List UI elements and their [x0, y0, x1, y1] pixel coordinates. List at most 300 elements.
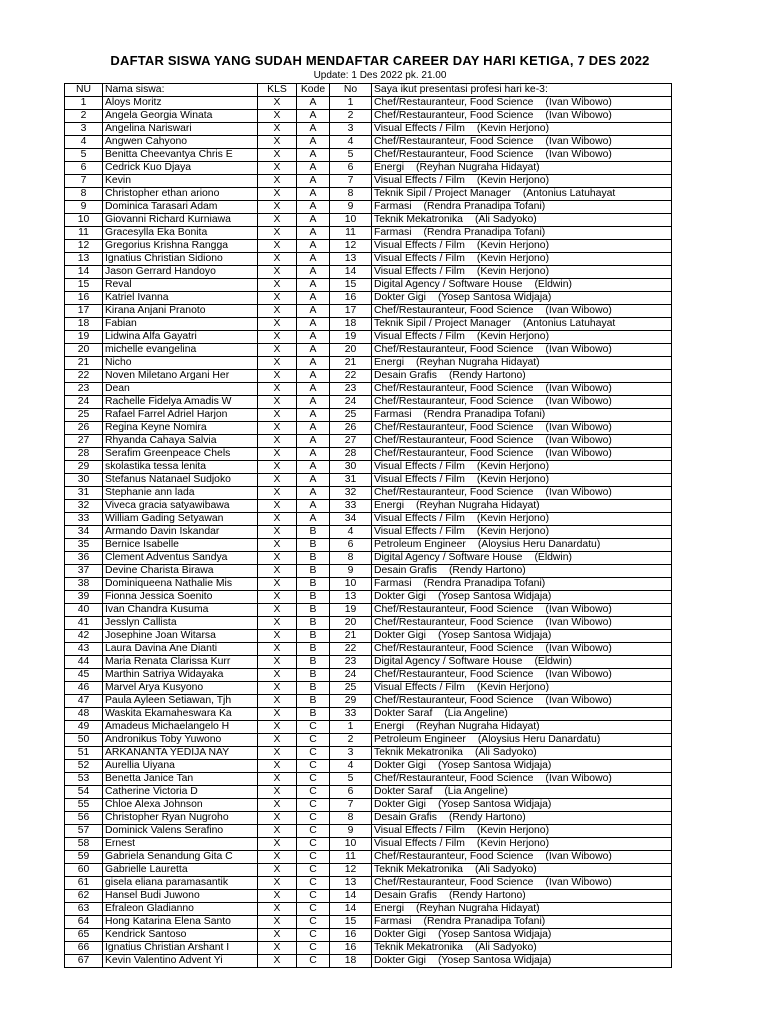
row-number: 55 — [65, 799, 103, 812]
row-number: 39 — [65, 591, 103, 604]
student-number: 34 — [330, 513, 372, 526]
profession: Visual Effects / Film — [374, 825, 465, 836]
row-number: 15 — [65, 279, 103, 292]
profession: Farmasi — [374, 227, 412, 238]
class-code: A — [297, 123, 330, 136]
session-choice — [372, 110, 672, 123]
session-choice — [372, 136, 672, 149]
student-number: 32 — [330, 487, 372, 500]
class-code: B — [297, 669, 330, 682]
student-name: Dominick Valens Serafino — [103, 825, 258, 838]
student-name: Ivan Chandra Kusuma — [103, 604, 258, 617]
class-level: X — [258, 409, 297, 422]
student-number: 25 — [330, 682, 372, 695]
table-row — [65, 786, 672, 799]
student-number: 23 — [330, 383, 372, 396]
session-choice — [372, 474, 672, 487]
row-number: 1 — [65, 97, 103, 110]
student-name: Rachelle Fidelya Amadis W — [103, 396, 258, 409]
student-name: Josephine Joan Witarsa — [103, 630, 258, 643]
student-number: 10 — [330, 578, 372, 591]
student-number: 4 — [330, 526, 372, 539]
table-row — [65, 253, 672, 266]
class-code: A — [297, 149, 330, 162]
profession: Chef/Restauranteur, Food Science — [374, 396, 534, 407]
table-row — [65, 357, 672, 370]
student-number: 8 — [330, 812, 372, 825]
row-number: 44 — [65, 656, 103, 669]
profession: Chef/Restauranteur, Food Science — [374, 344, 534, 355]
profession: Teknik Mekatronika — [374, 214, 463, 225]
student-number: 20 — [330, 344, 372, 357]
row-number: 66 — [65, 942, 103, 955]
class-level: X — [258, 656, 297, 669]
table-row — [65, 175, 672, 188]
row-number: 41 — [65, 617, 103, 630]
table-row — [65, 630, 672, 643]
student-name: Devine Charista Birawa — [103, 565, 258, 578]
profession: Desain Grafis — [374, 565, 437, 576]
row-number: 59 — [65, 851, 103, 864]
student-name: Angwen Cahyono — [103, 136, 258, 149]
table-row — [65, 409, 672, 422]
class-code: C — [297, 825, 330, 838]
class-code: B — [297, 604, 330, 617]
table-row — [65, 149, 672, 162]
profession: Chef/Restauranteur, Food Science — [374, 448, 534, 459]
row-number: 29 — [65, 461, 103, 474]
profession: Farmasi — [374, 409, 412, 420]
student-number: 16 — [330, 942, 372, 955]
profession: Chef/Restauranteur, Food Science — [374, 435, 534, 446]
row-number: 22 — [65, 370, 103, 383]
row-number: 53 — [65, 773, 103, 786]
row-number: 63 — [65, 903, 103, 916]
class-level: X — [258, 188, 297, 201]
profession: Chef/Restauranteur, Food Science — [374, 617, 534, 628]
speaker: (Ivan Wibowo) — [545, 110, 612, 121]
row-number: 10 — [65, 214, 103, 227]
session-choice — [372, 149, 672, 162]
session-choice — [372, 513, 672, 526]
row-number: 38 — [65, 578, 103, 591]
session-choice — [372, 760, 672, 773]
profession: Chef/Restauranteur, Food Science — [374, 422, 534, 433]
profession: Chef/Restauranteur, Food Science — [374, 97, 534, 108]
profession: Visual Effects / Film — [374, 513, 465, 524]
row-number: 37 — [65, 565, 103, 578]
student-name: Ernest — [103, 838, 258, 851]
class-code: A — [297, 253, 330, 266]
session-choice — [372, 591, 672, 604]
profession: Energi — [374, 357, 405, 368]
session-choice — [372, 786, 672, 799]
session-choice — [372, 162, 672, 175]
speaker: (Rendra Pranadipa Tofani) — [423, 227, 546, 238]
student-name: Benitta Cheevantya Chris E — [103, 149, 258, 162]
session-choice — [372, 864, 672, 877]
class-code: B — [297, 539, 330, 552]
profession: Chef/Restauranteur, Food Science — [374, 110, 534, 121]
profession: Chef/Restauranteur, Food Science — [374, 643, 534, 654]
table-row — [65, 266, 672, 279]
student-name: Serafim Greenpeace Chels — [103, 448, 258, 461]
student-number: 31 — [330, 474, 372, 487]
table-row — [65, 604, 672, 617]
student-number: 15 — [330, 279, 372, 292]
table-row — [65, 292, 672, 305]
registration-table — [64, 83, 672, 968]
class-level: X — [258, 565, 297, 578]
speaker: (Reyhan Nugraha Hidayat) — [416, 721, 540, 732]
class-level: X — [258, 136, 297, 149]
table-row — [65, 396, 672, 409]
speaker: (Ivan Wibowo) — [545, 773, 612, 784]
class-level: X — [258, 799, 297, 812]
header-session: Saya ikut presentasi profesi hari ke-3: — [372, 84, 672, 97]
session-choice — [372, 97, 672, 110]
session-choice — [372, 656, 672, 669]
profession: Energi — [374, 500, 405, 511]
speaker: (Ivan Wibowo) — [545, 604, 612, 615]
speaker: (Kevin Herjono) — [476, 266, 550, 277]
student-name: William Gading Setyawan — [103, 513, 258, 526]
student-name: Kendrick Santoso — [103, 929, 258, 942]
table-row — [65, 903, 672, 916]
class-level: X — [258, 916, 297, 929]
speaker: (Kevin Herjono) — [476, 461, 550, 472]
row-number: 58 — [65, 838, 103, 851]
profession: Visual Effects / Film — [374, 461, 465, 472]
class-level: X — [258, 240, 297, 253]
class-code: C — [297, 851, 330, 864]
student-number: 10 — [330, 838, 372, 851]
speaker: (Ivan Wibowo) — [545, 149, 612, 160]
class-level: X — [258, 708, 297, 721]
class-code: B — [297, 617, 330, 630]
speaker: (Yosep Santosa Widjaja) — [437, 292, 552, 303]
class-level: X — [258, 396, 297, 409]
student-name: Nicho — [103, 357, 258, 370]
student-name: Gregorius Krishna Rangga — [103, 240, 258, 253]
speaker: (Rendra Pranadipa Tofani) — [423, 201, 546, 212]
row-number: 45 — [65, 669, 103, 682]
student-name: Armando Davin Iskandar — [103, 526, 258, 539]
row-number: 52 — [65, 760, 103, 773]
table-row — [65, 539, 672, 552]
class-level: X — [258, 578, 297, 591]
class-code: C — [297, 955, 330, 968]
speaker: (Ali Sadyoko) — [474, 942, 537, 953]
speaker: (Eldwin) — [534, 279, 572, 290]
profession: Dokter Gigi — [374, 955, 426, 966]
class-level: X — [258, 461, 297, 474]
table-row — [65, 227, 672, 240]
session-choice — [372, 838, 672, 851]
class-code: A — [297, 266, 330, 279]
row-number: 12 — [65, 240, 103, 253]
student-name: Rafael Farrel Adriel Harjon — [103, 409, 258, 422]
session-choice — [372, 318, 672, 331]
table-row — [65, 526, 672, 539]
class-code: B — [297, 565, 330, 578]
table-row — [65, 305, 672, 318]
student-number: 9 — [330, 825, 372, 838]
class-code: A — [297, 97, 330, 110]
class-code: B — [297, 526, 330, 539]
session-choice — [372, 396, 672, 409]
row-number: 48 — [65, 708, 103, 721]
class-code: B — [297, 695, 330, 708]
row-number: 54 — [65, 786, 103, 799]
class-code: C — [297, 747, 330, 760]
student-name: michelle evangelina — [103, 344, 258, 357]
student-name: Bernice Isabelle — [103, 539, 258, 552]
class-level: X — [258, 149, 297, 162]
profession: Chef/Restauranteur, Food Science — [374, 136, 534, 147]
class-code: C — [297, 786, 330, 799]
row-number: 5 — [65, 149, 103, 162]
student-number: 9 — [330, 201, 372, 214]
class-level: X — [258, 695, 297, 708]
session-choice — [372, 643, 672, 656]
profession: Visual Effects / Film — [374, 838, 465, 849]
student-number: 25 — [330, 409, 372, 422]
profession: Dokter Saraf — [374, 708, 433, 719]
student-name: Marthin Satriya Widayaka — [103, 669, 258, 682]
profession: Teknik Sipil / Project Manager — [374, 188, 511, 199]
student-name: Laura Davina Ane Dianti — [103, 643, 258, 656]
row-number: 19 — [65, 331, 103, 344]
student-name: Aloys Moritz — [103, 97, 258, 110]
class-code: A — [297, 318, 330, 331]
row-number: 47 — [65, 695, 103, 708]
student-name: Fionna Jessica Soenito — [103, 591, 258, 604]
student-name: Viveca gracia satyawibawa — [103, 500, 258, 513]
class-level: X — [258, 253, 297, 266]
class-level: X — [258, 201, 297, 214]
student-number: 15 — [330, 916, 372, 929]
class-level: X — [258, 617, 297, 630]
speaker: (Kevin Herjono) — [476, 253, 550, 264]
class-level: X — [258, 786, 297, 799]
student-number: 14 — [330, 890, 372, 903]
class-code: B — [297, 682, 330, 695]
student-number: 20 — [330, 617, 372, 630]
page-title: DAFTAR SISWA YANG SUDAH MENDAFTAR CAREER DAY HARI KETIGA, 7 DES 2022 — [110, 53, 650, 68]
speaker: (Ivan Wibowo) — [545, 617, 612, 628]
profession: Energi — [374, 721, 405, 732]
speaker: (Ivan Wibowo) — [545, 643, 612, 654]
row-number: 46 — [65, 682, 103, 695]
student-number: 33 — [330, 500, 372, 513]
profession: Dokter Gigi — [374, 292, 426, 303]
session-choice — [372, 266, 672, 279]
student-name: Andronikus Toby Yuwono — [103, 734, 258, 747]
class-code: A — [297, 487, 330, 500]
class-level: X — [258, 825, 297, 838]
table-row — [65, 773, 672, 786]
profession: Desain Grafis — [374, 812, 437, 823]
session-choice — [372, 487, 672, 500]
speaker: (Ivan Wibowo) — [545, 136, 612, 147]
class-code: A — [297, 513, 330, 526]
class-code: C — [297, 734, 330, 747]
row-number: 64 — [65, 916, 103, 929]
profession: Dokter Saraf — [374, 786, 433, 797]
class-code: C — [297, 721, 330, 734]
table-row — [65, 656, 672, 669]
table-row — [65, 123, 672, 136]
class-code: A — [297, 396, 330, 409]
table-row — [65, 331, 672, 344]
class-level: X — [258, 929, 297, 942]
class-code: A — [297, 214, 330, 227]
speaker: (Ivan Wibowo) — [545, 97, 612, 108]
profession: Petroleum Engineer — [374, 539, 466, 550]
row-number: 20 — [65, 344, 103, 357]
table-row — [65, 695, 672, 708]
speaker: (Kevin Herjono) — [476, 331, 550, 342]
class-level: X — [258, 877, 297, 890]
table-row — [65, 838, 672, 851]
student-name: Fabian — [103, 318, 258, 331]
student-name: Efraleon Gladianno — [103, 903, 258, 916]
class-level: X — [258, 383, 297, 396]
speaker: (Ivan Wibowo) — [545, 669, 612, 680]
session-choice — [372, 370, 672, 383]
class-level: X — [258, 591, 297, 604]
class-level: X — [258, 552, 297, 565]
student-name: Dominica Tarasari Adam — [103, 201, 258, 214]
row-number: 62 — [65, 890, 103, 903]
student-number: 4 — [330, 136, 372, 149]
class-code: A — [297, 136, 330, 149]
session-choice — [372, 695, 672, 708]
speaker: (Antonius Latuhayat — [522, 318, 616, 329]
speaker: (Kevin Herjono) — [476, 682, 550, 693]
profession: Chef/Restauranteur, Food Science — [374, 851, 534, 862]
session-choice — [372, 929, 672, 942]
speaker: (Aloysius Heru Danardatu) — [477, 539, 601, 550]
table-row — [65, 487, 672, 500]
profession: Desain Grafis — [374, 370, 437, 381]
student-name: Cedrick Kuo Djaya — [103, 162, 258, 175]
student-number: 8 — [330, 552, 372, 565]
speaker: (Lia Angeline) — [444, 786, 508, 797]
student-number: 1 — [330, 721, 372, 734]
student-number: 2 — [330, 110, 372, 123]
class-level: X — [258, 955, 297, 968]
class-level: X — [258, 331, 297, 344]
student-number: 6 — [330, 539, 372, 552]
table-row — [65, 929, 672, 942]
speaker: (Ivan Wibowo) — [545, 344, 612, 355]
class-code: A — [297, 331, 330, 344]
student-number: 13 — [330, 591, 372, 604]
row-number: 8 — [65, 188, 103, 201]
table-row — [65, 448, 672, 461]
class-code: B — [297, 591, 330, 604]
profession: Visual Effects / Film — [374, 253, 465, 264]
student-name: Kevin Valentino Advent Yi — [103, 955, 258, 968]
student-number: 5 — [330, 149, 372, 162]
class-level: X — [258, 903, 297, 916]
row-number: 11 — [65, 227, 103, 240]
speaker: (Rendra Pranadipa Tofani) — [423, 578, 546, 589]
student-name: Angela Georgia Winata — [103, 110, 258, 123]
student-number: 12 — [330, 864, 372, 877]
student-name: Aurellia Uiyana — [103, 760, 258, 773]
class-code: A — [297, 162, 330, 175]
row-number: 32 — [65, 500, 103, 513]
student-number: 6 — [330, 162, 372, 175]
class-level: X — [258, 864, 297, 877]
student-number: 13 — [330, 253, 372, 266]
speaker: (Ivan Wibowo) — [545, 435, 612, 446]
class-level: X — [258, 97, 297, 110]
header-name: Nama siswa: — [103, 84, 258, 97]
session-choice — [372, 292, 672, 305]
row-number: 42 — [65, 630, 103, 643]
profession: Dokter Gigi — [374, 929, 426, 940]
table-row — [65, 136, 672, 149]
profession: Chef/Restauranteur, Food Science — [374, 695, 534, 706]
speaker: (Kevin Herjono) — [476, 526, 550, 537]
class-code: A — [297, 279, 330, 292]
student-name: Hansel Budi Juwono — [103, 890, 258, 903]
class-code: A — [297, 305, 330, 318]
class-code: C — [297, 838, 330, 851]
row-number: 7 — [65, 175, 103, 188]
student-number: 3 — [330, 747, 372, 760]
student-name: Ignatius Christian Sidiono — [103, 253, 258, 266]
student-name: Ignatius Christian Arshant I — [103, 942, 258, 955]
profession: Teknik Sipil / Project Manager — [374, 318, 511, 329]
speaker: (Ivan Wibowo) — [545, 383, 612, 394]
speaker: (Rendy Hartono) — [448, 890, 526, 901]
profession: Chef/Restauranteur, Food Science — [374, 305, 534, 316]
header-row — [65, 84, 672, 97]
session-choice — [372, 123, 672, 136]
speaker: (Kevin Herjono) — [476, 240, 550, 251]
session-choice — [372, 825, 672, 838]
class-level: X — [258, 227, 297, 240]
student-name: Catherine Victoria D — [103, 786, 258, 799]
speaker: (Kevin Herjono) — [476, 175, 550, 186]
session-choice — [372, 565, 672, 578]
speaker: (Ivan Wibowo) — [545, 487, 612, 498]
table-row — [65, 240, 672, 253]
student-number: 4 — [330, 760, 372, 773]
class-level: X — [258, 318, 297, 331]
table-row — [65, 734, 672, 747]
row-number: 36 — [65, 552, 103, 565]
profession: Visual Effects / Film — [374, 175, 465, 186]
speaker: (Ivan Wibowo) — [545, 851, 612, 862]
speaker: (Ali Sadyoko) — [474, 214, 537, 225]
speaker: (Ivan Wibowo) — [545, 695, 612, 706]
table-row — [65, 812, 672, 825]
class-code: A — [297, 240, 330, 253]
class-code: A — [297, 448, 330, 461]
session-choice — [372, 175, 672, 188]
row-number: 26 — [65, 422, 103, 435]
student-name: Clement Adventus Sandya — [103, 552, 258, 565]
speaker: (Reyhan Nugraha Hidayat) — [416, 500, 540, 511]
class-level: X — [258, 539, 297, 552]
class-code: B — [297, 630, 330, 643]
